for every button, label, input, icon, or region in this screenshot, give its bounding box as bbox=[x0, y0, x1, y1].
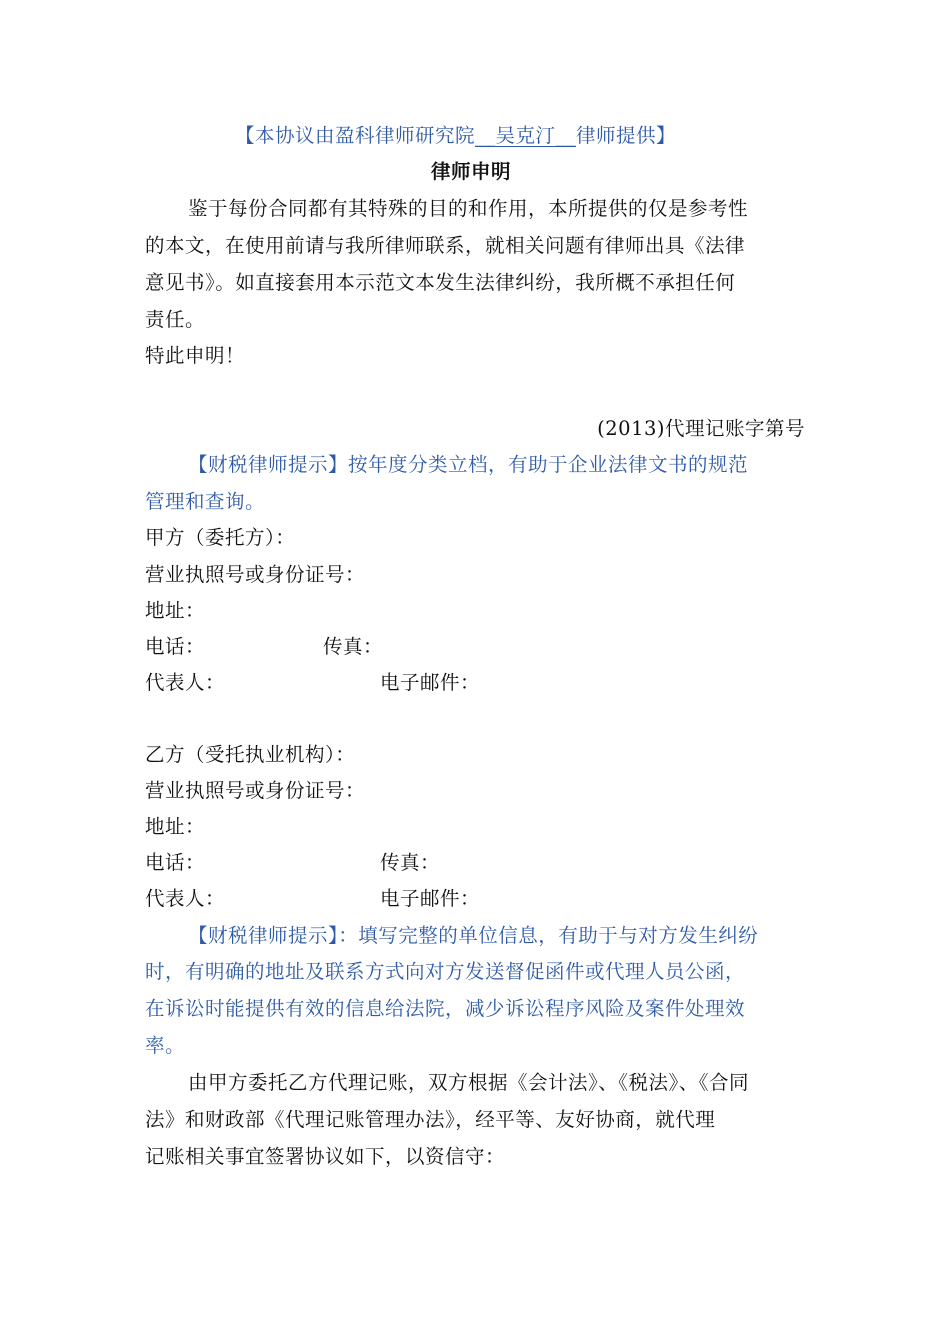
document-number: (2013)代理记账字第号 bbox=[597, 417, 805, 440]
intro-line: 法》和财政部《代理记账管理办法》，经平等、友好协商，就代理 bbox=[145, 1108, 716, 1131]
intro-line: 记账相关事宜签署协议如下，以资信守： bbox=[145, 1145, 506, 1168]
tip-tag: 【财税律师提示】 bbox=[188, 453, 349, 476]
party-b-rep: 代表人： bbox=[145, 887, 226, 910]
tip-text: 按年度分类立档，有助于企业法律文书的规范 bbox=[348, 453, 749, 476]
party-b-license: 营业执照号或身份证号： bbox=[145, 779, 366, 802]
tip-text: ：填写完整的单位信息，有助于与对方发生纠纷 bbox=[338, 924, 759, 947]
party-b-fax: 传真： bbox=[380, 851, 441, 874]
statement-line: 鉴于每份合同都有其特殊的目的和作用，本所提供的仅是参考性 bbox=[188, 197, 749, 220]
party-a-address: 地址： bbox=[145, 599, 206, 622]
party-b-title: 乙方（受托执业机构）： bbox=[145, 743, 356, 766]
tip-tag: 【财税律师提示】 bbox=[188, 924, 339, 947]
party-b-phone: 电话： bbox=[145, 851, 206, 874]
page-title: 律师申明 bbox=[431, 160, 512, 183]
header-author: __吴克汀__ bbox=[475, 124, 577, 147]
intro-line: 由甲方委托乙方代理记账，双方根据《会计法》、《税法》、《合同 bbox=[188, 1071, 750, 1094]
statement-closing: 特此申明！ bbox=[145, 344, 246, 367]
tip-line bbox=[188, 924, 758, 948]
statement-line: 的本文，在使用前请与我所律师联系，就相关问题有律师出具《法律 bbox=[145, 234, 746, 257]
party-a-email: 电子邮件： bbox=[380, 671, 481, 694]
tip-line: 率。 bbox=[145, 1034, 186, 1057]
party-a-phone: 电话： bbox=[145, 635, 206, 658]
tip-line: 时，有明确的地址及联系方式向对方发送督促函件或代理人员公函， bbox=[145, 960, 746, 983]
header-open: 【本协议由盈科律师研究院 bbox=[235, 124, 476, 147]
party-b-address: 地址： bbox=[145, 815, 206, 838]
statement-line: 责任。 bbox=[145, 308, 206, 331]
party-a-license: 营业执照号或身份证号： bbox=[145, 563, 366, 586]
party-a-title: 甲方（委托方）： bbox=[145, 526, 296, 549]
statement-line: 意见书》。如直接套用本示范文本发生法律纠纷，我所概不承担任何 bbox=[145, 271, 736, 294]
header-attribution bbox=[235, 124, 676, 148]
party-a-rep: 代表人： bbox=[145, 671, 226, 694]
tip-line: 管理和查询。 bbox=[145, 490, 266, 513]
party-b-email: 电子邮件： bbox=[380, 887, 481, 910]
tip-line bbox=[188, 453, 748, 477]
tip-line: 在诉讼时能提供有效的信息给法院，减少诉讼程序风险及案件处理效 bbox=[145, 997, 746, 1020]
header-close: 律师提供】 bbox=[576, 124, 677, 147]
party-a-fax: 传真： bbox=[323, 635, 384, 658]
